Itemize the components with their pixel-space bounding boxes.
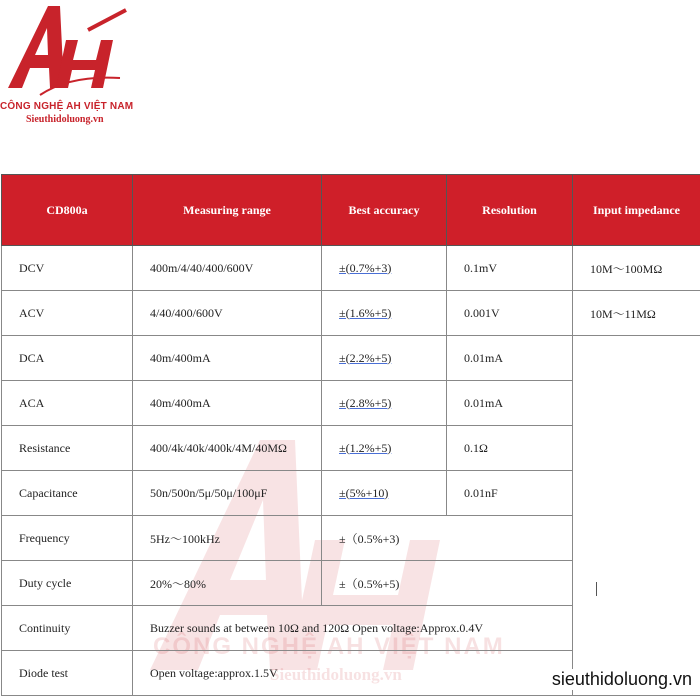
cell-accuracy: ±(5%+10) — [322, 471, 447, 516]
cell-accuracy: ±(2.8%+5) — [322, 381, 447, 426]
cell-resolution: 0.001V — [447, 291, 573, 336]
cell-function: Duty cycle — [2, 561, 133, 606]
cell-range: 50n/500n/5μ/50μ/100μF — [133, 471, 322, 516]
cell-range: 40m/400mA — [133, 381, 322, 426]
table-header-row — [2, 175, 700, 246]
logo-url: Sieuthidoluong.vn — [26, 114, 104, 125]
cell-impedance: 10M～11MΩ — [573, 291, 700, 336]
ah-logo-mark — [0, 0, 140, 105]
cell-accuracy: ±（0.5%+3) — [322, 516, 573, 561]
cell-resolution: 0.1mV — [447, 246, 573, 291]
cell-detail: Open voltage:approx.1.5V — [133, 651, 573, 696]
header-best-accuracy: Best accuracy — [322, 175, 447, 246]
text-cursor — [596, 582, 597, 596]
cell-function: Resistance — [2, 426, 133, 471]
cell-accuracy: ±(1.2%+5) — [322, 426, 447, 471]
cell-range: 400/4k/40k/400k/4M/40MΩ — [133, 426, 322, 471]
table-row — [2, 291, 700, 336]
cell-resolution: 0.1Ω — [447, 426, 573, 471]
cell-range: 20%～80% — [133, 561, 322, 606]
cell-accuracy: ±（0.5%+5) — [322, 561, 573, 606]
cell-impedance: 10M～100MΩ — [573, 246, 700, 291]
cell-function: Continuity — [2, 606, 133, 651]
header-model: CD800a — [2, 175, 133, 246]
watermark-url: Sieuthidoluong.vn — [270, 665, 402, 684]
header-input-impedance: Input impedance — [573, 175, 700, 246]
cell-accuracy: ±(0.7%+3) — [322, 246, 447, 291]
cell-function: DCV — [2, 246, 133, 291]
cell-function: Frequency — [2, 516, 133, 561]
cell-impedance-merged — [573, 336, 700, 696]
cell-range: 400m/4/40/400/600V — [133, 246, 322, 291]
header-measuring-range: Measuring range — [133, 175, 322, 246]
cell-accuracy: ±(1.6%+5) — [322, 291, 447, 336]
cell-function: Capacitance — [2, 471, 133, 516]
cell-function: ACV — [2, 291, 133, 336]
logo-company-name: CÔNG NGHỆ AH VIỆT NAM — [0, 101, 134, 112]
watermark-company: CÔNG NGHỆ AH VIỆT NAM — [153, 633, 505, 660]
header-resolution: Resolution — [447, 175, 573, 246]
cell-function: ACA — [2, 381, 133, 426]
cell-range: 4/40/400/600V — [133, 291, 322, 336]
corner-site-url: sieuthidoluong.vn — [548, 669, 696, 690]
spec-table — [1, 174, 700, 696]
cell-range: 40m/400mA — [133, 336, 322, 381]
company-logo — [0, 0, 140, 130]
cell-resolution: 0.01nF — [447, 471, 573, 516]
cell-accuracy: ±(2.2%+5) — [322, 336, 447, 381]
cell-function: Diode test — [2, 651, 133, 696]
cell-resolution: 0.01mA — [447, 381, 573, 426]
cell-function: DCA — [2, 336, 133, 381]
cell-range: 5Hz～100kHz — [133, 516, 322, 561]
table-row — [2, 246, 700, 291]
cell-detail: Buzzer sounds at between 10Ω and 120Ω Open voltage:Approx.0.4V — [133, 606, 573, 651]
table-row — [2, 336, 700, 381]
cell-resolution: 0.01mA — [447, 336, 573, 381]
